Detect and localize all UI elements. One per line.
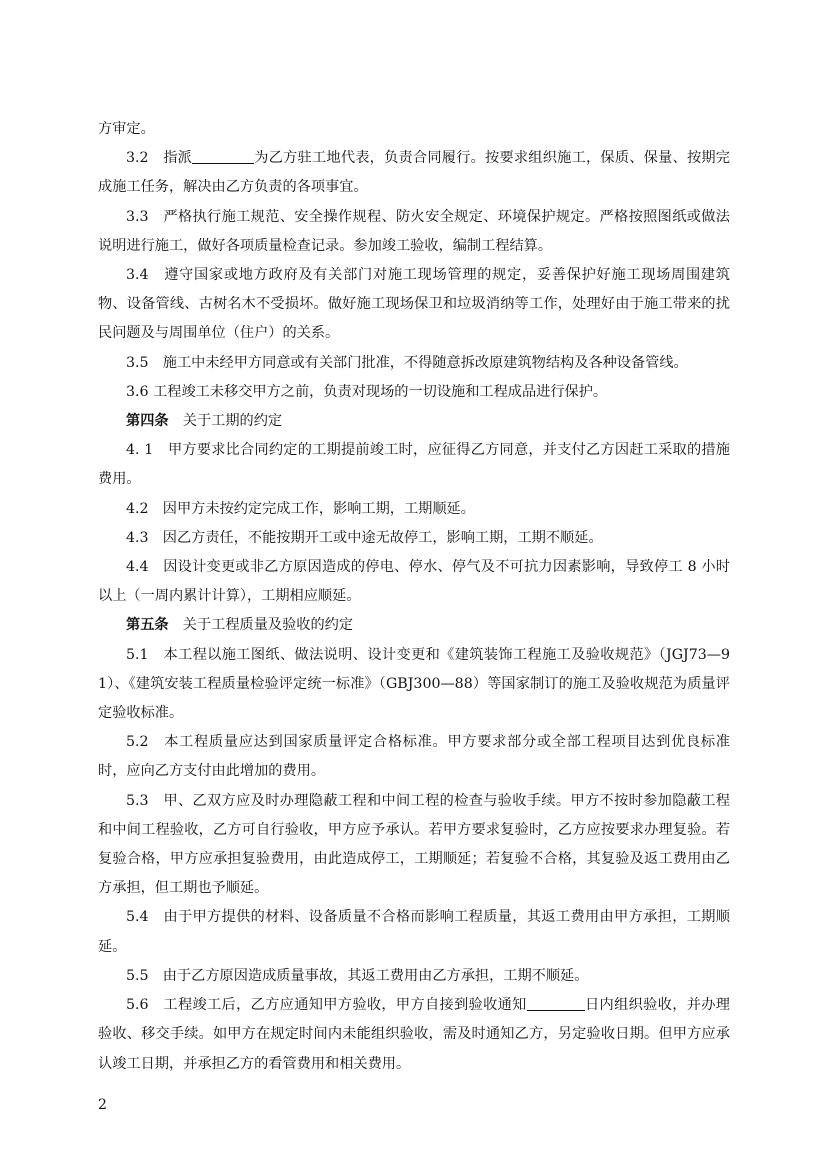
paragraph-4-4: 4.4 因设计变更或非乙方原因造成的停电、停水、停气及不可抗力因素影响，导致停工 8 小时以上（一周内累计计算），工期相应顺延。 bbox=[98, 559, 730, 605]
paragraph-5-5: 5.5 由于乙方原因造成质量事故，其返工费用由乙方承担，工期不顺延。 bbox=[126, 967, 589, 984]
document-body bbox=[98, 115, 730, 1079]
paragraph-3-6: 3.6 工程竣工未移交甲方之前，负责对现场的一切设施和工程成品进行保护。 bbox=[126, 383, 608, 400]
paragraph-4-1: 4. 1 甲方要求比合同约定的工期提前竣工时，应征得乙方同意，并支付乙方因赶工采取的措施费用。 bbox=[98, 442, 730, 488]
section-label: 第四条 bbox=[126, 413, 169, 430]
page-number: 2 bbox=[98, 1097, 107, 1113]
section-title: 关于工程质量及验收的约定 bbox=[182, 617, 354, 634]
paragraph-4-3: 4.3 因乙方责任，不能按期开工或中途无故停工，影响工期，工期不顺延。 bbox=[126, 529, 603, 546]
section-label: 第五条 bbox=[126, 617, 169, 634]
section-title: 关于工期的约定 bbox=[182, 413, 283, 430]
paragraph-5-3: 5.3 甲、乙双方应及时办理隐蔽工程和中间工程的检查与验收手续。甲方不按时参加隐蔽工程和中间工程验收，乙方可自行验收，甲方应予承认。若甲方要求复验时，乙方应按要求办理复验。若复验合格，甲方应承担复验费用，由此造成停工，工期顺延；若复验不合格，其复验及返工费用由乙方承担，但工期也予顺延。 bbox=[98, 792, 730, 897]
paragraph-lead: 3.2 指派 bbox=[126, 150, 193, 167]
paragraph-4-2: 4.2 因甲方未按约定完成工作，影响工期，工期顺延。 bbox=[126, 500, 475, 517]
paragraph-3-5: 3.5 施工中未经甲方同意或有关部门批准，不得随意拆改原建筑物结构及各种设备管线。 bbox=[126, 354, 688, 371]
paragraph-3-3: 3.3 严格执行施工规范、安全操作规程、防火安全规定、环境保护规定。严格按照图纸或做法说明进行施工，做好各项质量检查记录。参加竣工验收，编制工程结算。 bbox=[98, 208, 730, 254]
paragraph-rest: 日内组织验收，并办理验收、移交手续。如甲方在规定时间内未能组织验收，需及时通知乙方，另定验收日期。但甲方应承认竣工日期，并承担乙方的看管费用和相关费用。 bbox=[98, 997, 730, 1072]
paragraph-5-4: 5.4 由于甲方提供的材料、设备质量不合格而影响工程质量，其返工费用由甲方承担，工期顺延。 bbox=[98, 909, 730, 955]
paragraph-5-1: 5.1 本工程以施工图纸、做法说明、设计变更和《建筑装饰工程施工及验收规范》（JGJ73—91）、《建筑安装工程质量检验评定统一标准》（GBJ300—88）等国家制订的施工及验收规范为质量评定验收标准。 bbox=[98, 646, 730, 722]
paragraph: 方审定。 bbox=[98, 121, 155, 137]
section-heading-5 bbox=[98, 611, 730, 640]
paragraph-3-4: 3.4 遵守国家或地方政府及有关部门对施工现场管理的规定，妥善保护好施工现场周围建筑物、设备管线、古树名木不受损坏。做好施工现场保卫和垃圾消纳等工作，处理好由于施工带来的扰民问题及与周围单位（住户）的关系。 bbox=[98, 267, 730, 342]
paragraph-rest: 为乙方驻工地代表，负责合同履行。按要求组织施工，保质、保量、按期完成施工任务，解决由乙方负责的各项事宜。 bbox=[98, 150, 730, 196]
section-heading-4 bbox=[98, 407, 730, 436]
paragraph-5-2: 5.2 本工程质量应达到国家质量评定合格标准。甲方要求部分或全部工程项目达到优良标准时，应向乙方支付由此增加的费用。 bbox=[98, 734, 730, 780]
paragraph-3-2 bbox=[98, 144, 730, 202]
paragraph-lead: 5.6 工程竣工后，乙方应通知甲方验收，甲方自接到验收通知 bbox=[126, 997, 527, 1014]
fill-in-blank[interactable] bbox=[192, 149, 254, 164]
fill-in-blank[interactable] bbox=[527, 996, 585, 1011]
paragraph-5-6 bbox=[98, 991, 730, 1079]
